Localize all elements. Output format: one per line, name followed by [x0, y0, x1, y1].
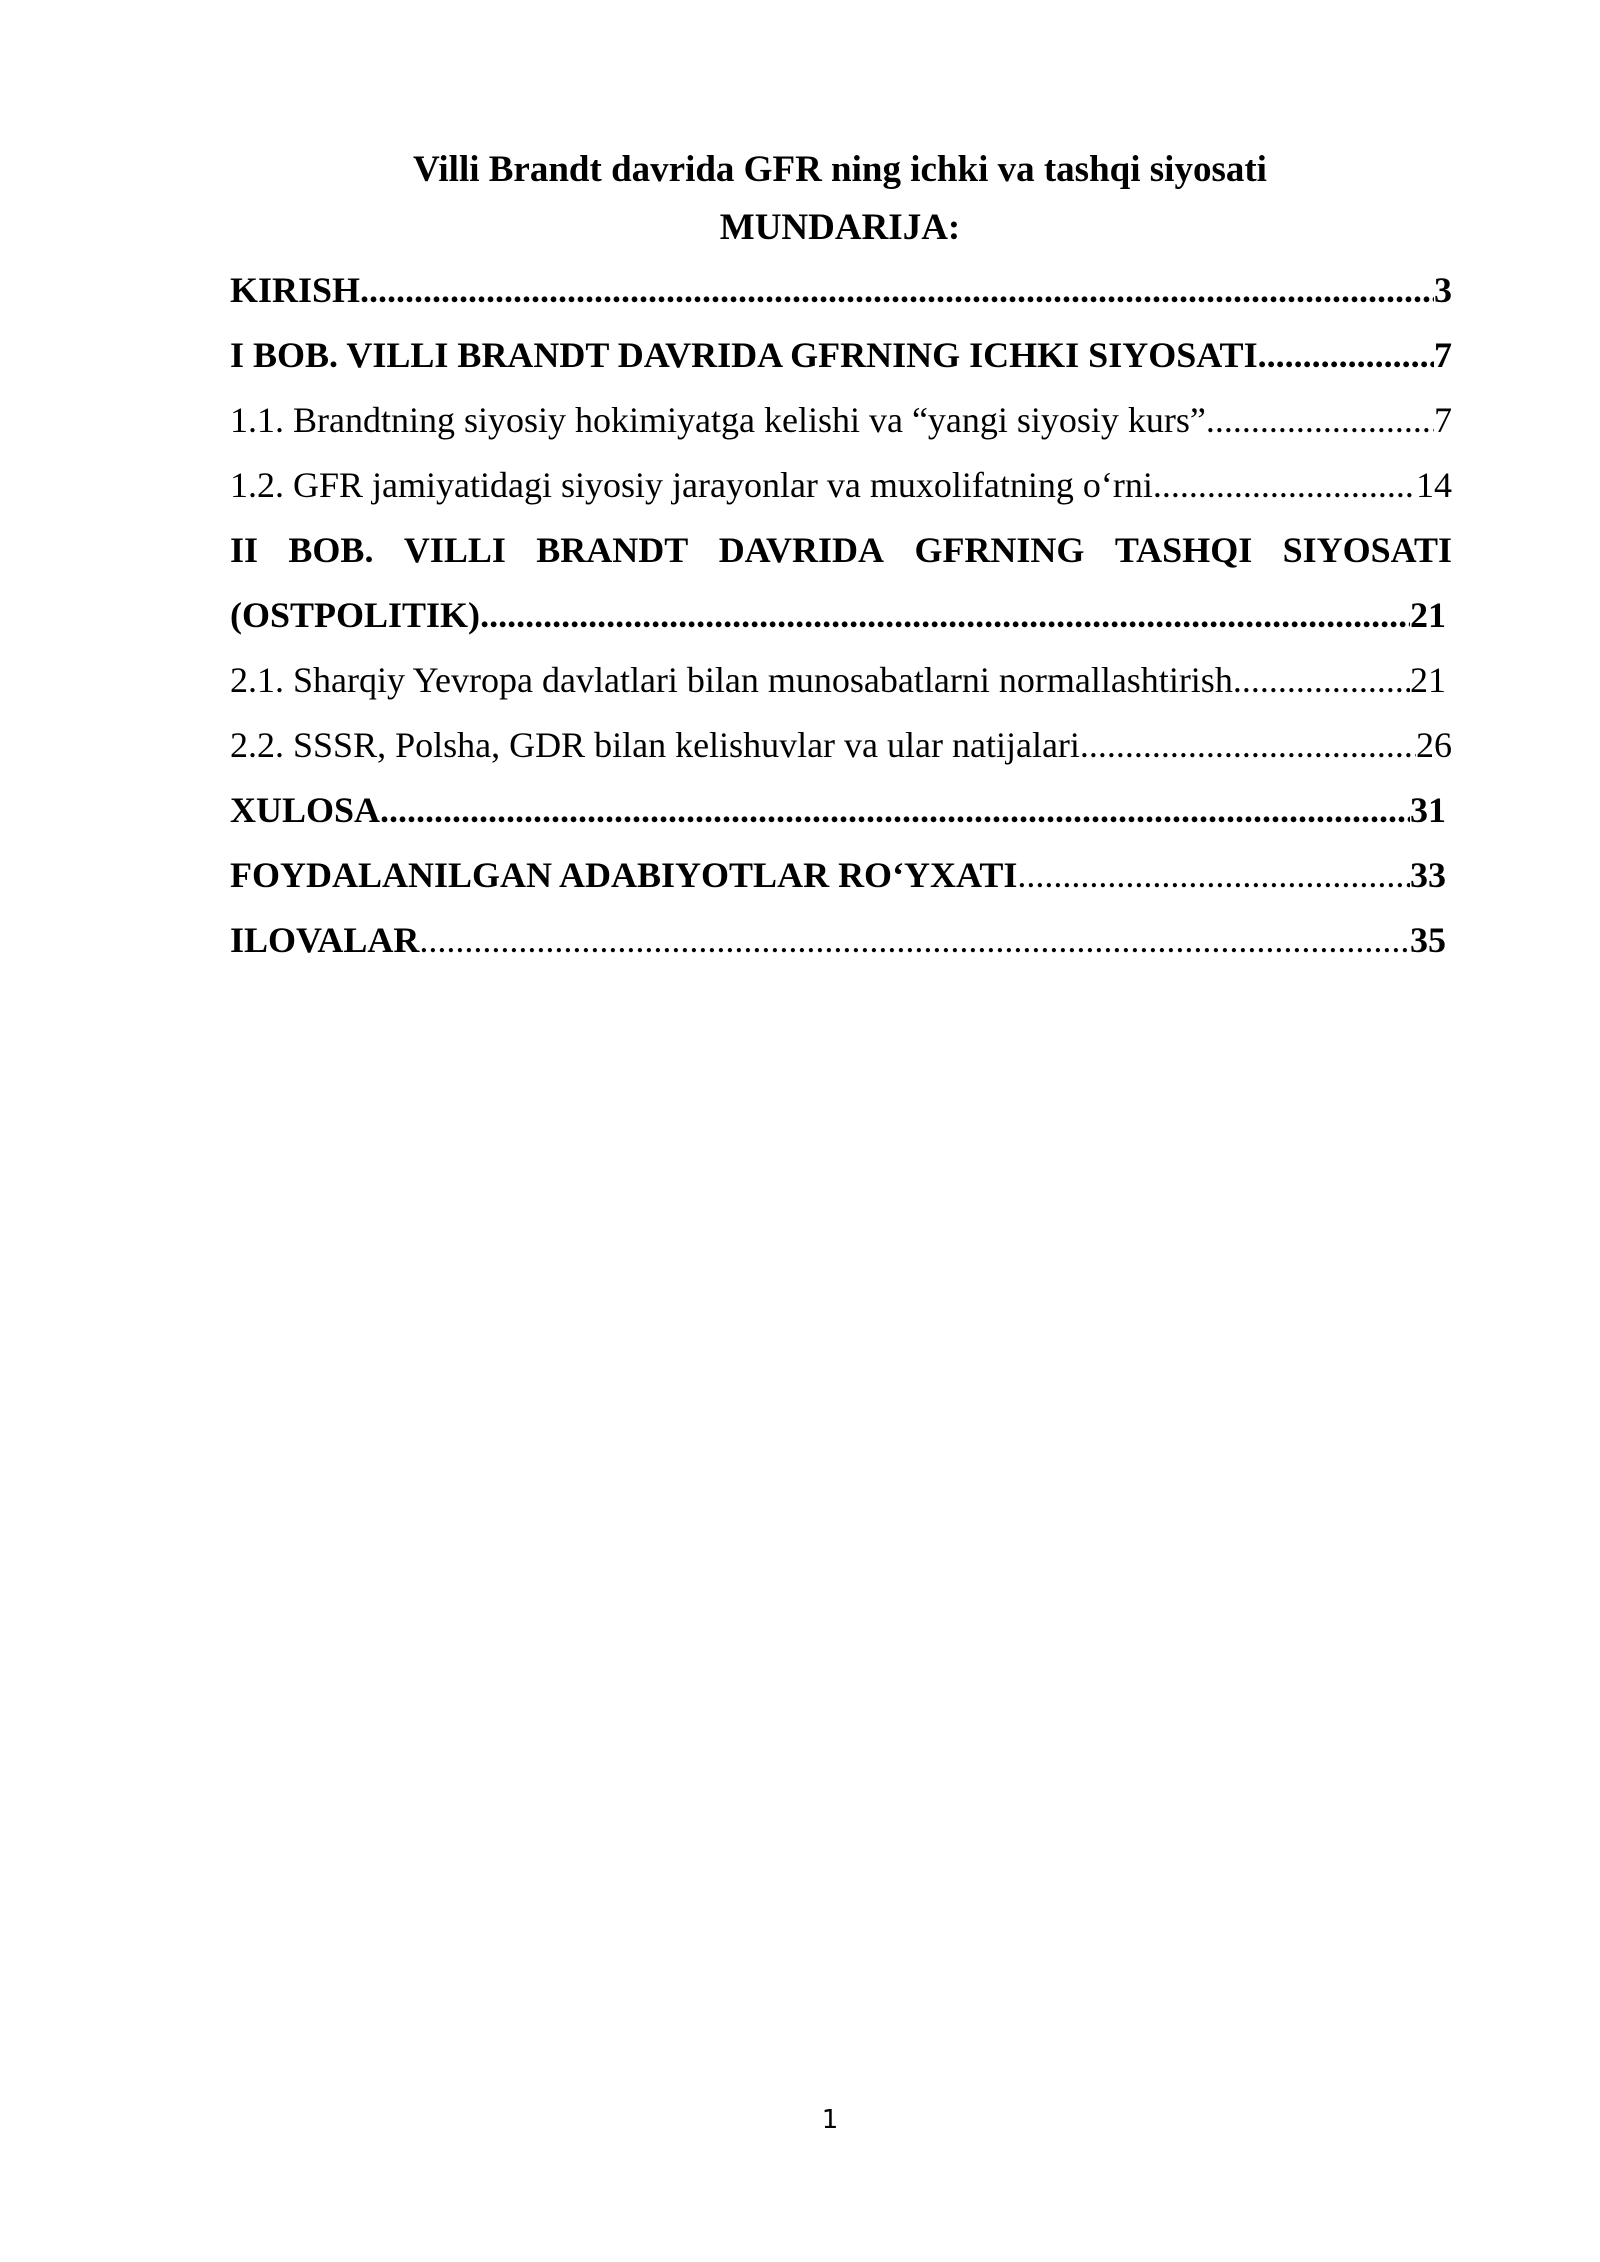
toc-entry-section-2-1[interactable]	[230, 658, 1446, 702]
toc-entry-label: 1.2. GFR jamiyatidagi siyosiy jarayonlar va muxolifatning o‘rni	[230, 465, 1153, 505]
toc-entry-kirish[interactable]	[230, 268, 1452, 312]
toc-leader	[1258, 333, 1434, 377]
toc-leader	[1233, 658, 1410, 702]
toc-entry-page: 14	[1416, 465, 1452, 505]
toc-word: SIYOSATI	[1282, 530, 1452, 570]
toc-word: BOB.	[288, 530, 374, 570]
toc-word: DAVRIDA	[718, 530, 885, 570]
toc-entry-label: 1.1. Brandtning siyosiy hokimiyatga kelishi va “yangi siyosiy kurs”	[230, 400, 1206, 440]
toc-entry-label: (OSTPOLITIK)	[230, 595, 481, 635]
toc-entry-label: ILOVALAR	[230, 920, 420, 960]
toc-entry-label: XULOSA	[230, 790, 381, 830]
toc-entry-label: 2.1. Sharqiy Yevropa davlatlari bilan munosabatlarni normallashtirish	[230, 660, 1233, 700]
toc-entry-chapter-1[interactable]	[230, 333, 1452, 377]
toc-entry-chapter-2-line-1[interactable]	[230, 528, 1452, 572]
toc-entry-page: 31	[1410, 790, 1446, 830]
toc-entry-page: 26	[1416, 725, 1452, 765]
toc-entry-page: 7	[1434, 400, 1452, 440]
toc-entry-section-1-1[interactable]	[230, 398, 1452, 442]
toc-entry-label: KIRISH	[230, 270, 361, 310]
toc-entry-xulosa[interactable]	[230, 788, 1446, 832]
toc-word: BRANDT	[536, 530, 689, 570]
toc-leader	[1206, 398, 1434, 442]
toc-leader	[1080, 723, 1416, 767]
toc-entry-page: 33	[1410, 855, 1446, 895]
toc-entry-page: 7	[1434, 335, 1452, 375]
toc-leader	[1153, 463, 1416, 507]
toc-leader	[380, 788, 1410, 832]
toc-entry-page: 21	[1410, 595, 1446, 635]
page-number: 1	[821, 2105, 839, 2135]
toc-entry-label: I BOB. VILLI BRANDT DAVRIDA GFRNING ICHKI SIYOSATI	[230, 335, 1258, 375]
toc-word: II	[230, 530, 259, 570]
toc-word: GFRNING	[914, 530, 1085, 570]
toc-word: TASHQI	[1114, 530, 1253, 570]
toc-entry-section-1-2[interactable]	[230, 463, 1452, 507]
toc-entry-section-2-2[interactable]	[230, 723, 1452, 767]
toc-heading: MUNDARIJA:	[719, 207, 961, 248]
toc-leader	[480, 593, 1410, 637]
toc-word: VILLI	[403, 530, 506, 570]
toc-entry-page: 21	[1410, 660, 1446, 700]
toc-entry-page: 3	[1434, 270, 1452, 310]
toc-leader	[419, 918, 1410, 962]
toc-entry-references[interactable]	[230, 853, 1446, 897]
toc-leader	[360, 268, 1434, 312]
document-title: Villi Brandt davrida GFR ning ichki va tashqi siyosati	[413, 149, 1267, 190]
toc-entry-ilovalar[interactable]	[230, 918, 1446, 962]
toc-entry-label: 2.2. SSSR, Polsha, GDR bilan kelishuvlar va ular natijalari	[230, 725, 1080, 765]
toc-entry-label: FOYDALANILGAN ADABIYOTLAR RO‘YXATI	[230, 855, 1018, 895]
toc-entry-page: 35	[1410, 920, 1446, 960]
toc-entry-chapter-2-line-2[interactable]	[230, 593, 1446, 637]
toc-leader	[1017, 853, 1410, 897]
